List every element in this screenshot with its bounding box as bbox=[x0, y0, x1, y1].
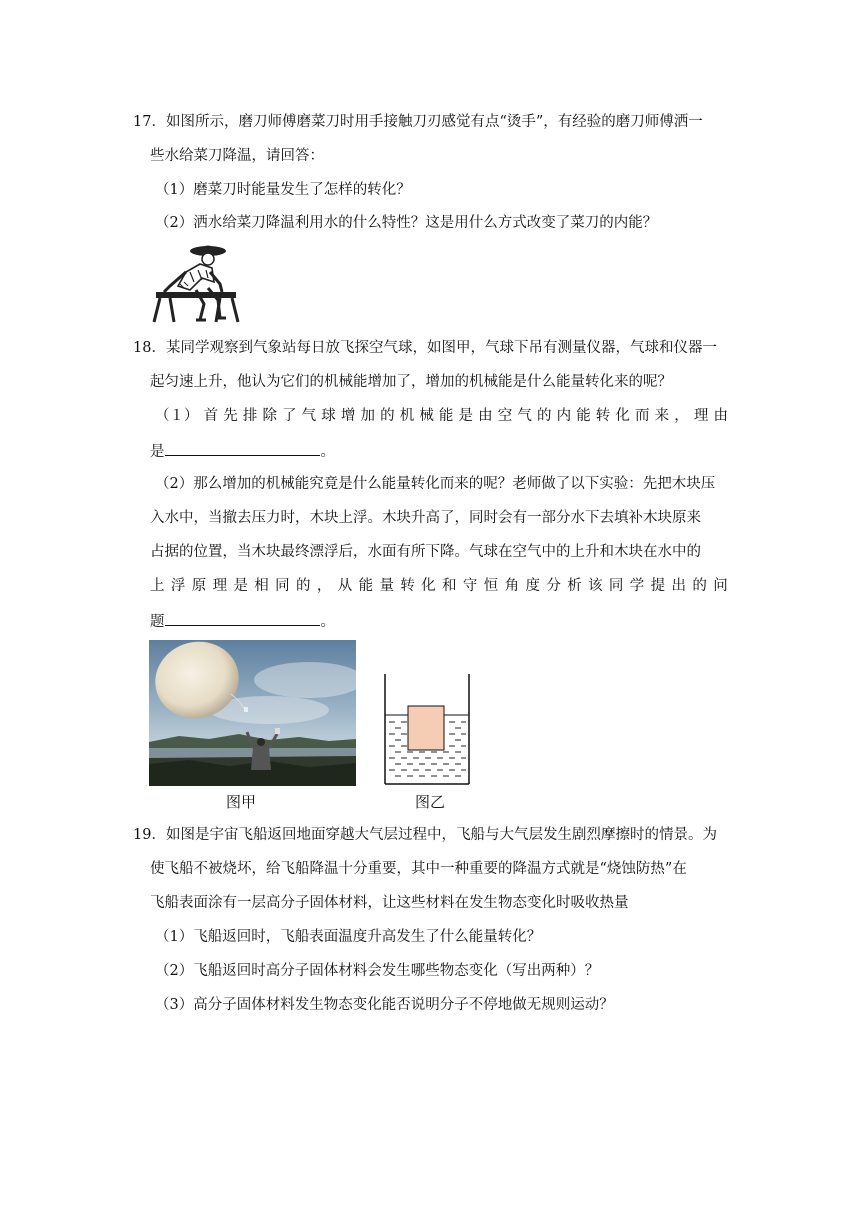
justified-char: 角 bbox=[504, 578, 520, 594]
q19-stem-line3: 飞船表面涂有一层高分子固体材料，让这些材料在发生物态变化时吸收热量 bbox=[150, 895, 629, 911]
justified-char: 气 bbox=[517, 408, 532, 424]
q18-sub2-line3: 占据的位置，当木块最终漂浮后，水面有所下降。气球在空气中的上升和木块在水中的 bbox=[150, 544, 701, 560]
q19-stem-line1: 19．如图是宇宙飞船返回地面穿越大气层过程中，飞船与大气层发生剧烈摩擦时的情景。为 bbox=[133, 827, 717, 843]
q18-answer-blank-1[interactable] bbox=[165, 440, 320, 456]
q19-sub1: （1）飞船返回时，飞船表面温度升高发生了什么能量转化？ bbox=[155, 929, 542, 945]
justified-char: 械 bbox=[419, 408, 434, 424]
justified-char: 化 bbox=[615, 408, 630, 424]
justified-char: 析 bbox=[567, 578, 582, 594]
q18-sub1-text: 是 bbox=[150, 444, 165, 460]
justified-char: 是 bbox=[233, 578, 248, 594]
justified-char: 由 bbox=[713, 408, 728, 424]
justified-char: 增 bbox=[340, 408, 356, 424]
justified-char: 分 bbox=[546, 578, 561, 594]
justified-char: ， bbox=[674, 408, 689, 424]
justified-char: 除 bbox=[262, 408, 277, 424]
knife-grinder-illustration bbox=[150, 242, 242, 326]
justified-char: 机 bbox=[399, 408, 415, 424]
justified-char: 量 bbox=[379, 578, 394, 594]
q18-sub2-period: 。 bbox=[320, 614, 335, 630]
justified-char: ， bbox=[316, 578, 332, 594]
justified-char: 提 bbox=[650, 578, 666, 594]
justified-char: 能 bbox=[576, 408, 591, 424]
justified-char: 同 bbox=[275, 578, 290, 594]
justified-char: 的 bbox=[380, 408, 395, 424]
justified-char: 转 bbox=[400, 578, 415, 594]
figure-a-caption: 图甲 bbox=[226, 793, 257, 811]
q18-sub1-line2 bbox=[150, 440, 335, 462]
q18-sub1-period: 。 bbox=[320, 444, 335, 460]
q18-stem-line1: 18．某同学观察到气象站每日放飞探空气球，如图甲，气球下吊有测量仪器，气球和仪器一 bbox=[133, 340, 717, 356]
justified-char: 相 bbox=[254, 578, 269, 594]
justified-char: 同 bbox=[608, 578, 624, 594]
q18-sub2-line5 bbox=[150, 610, 335, 632]
justified-char: 学 bbox=[629, 578, 645, 594]
q17-stem-line1: 17．如图所示，磨刀师傅磨菜刀时用手接触刀刃感觉有点“烫手”，有经验的磨刀师傅洒一 bbox=[133, 114, 703, 130]
justified-char: 空 bbox=[497, 408, 513, 424]
q18-sub2-line1: （2）那么增加的机械能究竟是什么能量转化而来的呢？老师做了以下实验：先把木块压 bbox=[155, 476, 716, 492]
q19-sub3: （3）高分子固体材料发生物态变化能否说明分子不停地做无规则运动？ bbox=[155, 997, 614, 1013]
justified-char: 气 bbox=[301, 408, 317, 424]
justified-char: 由 bbox=[478, 408, 493, 424]
justified-char: 上 bbox=[150, 578, 165, 594]
justified-char: 问 bbox=[713, 578, 728, 594]
wood-block-in-water-diagram bbox=[383, 674, 473, 786]
justified-char: 加 bbox=[360, 408, 375, 424]
q19-sub2: （2）飞船返回时高分子固体材料会发生哪些物态变化（写出两种）？ bbox=[155, 963, 600, 979]
justified-char: 恒 bbox=[483, 578, 499, 594]
weather-balloon-photo bbox=[149, 640, 356, 786]
justified-char: 理 bbox=[693, 408, 709, 424]
justified-char: 能 bbox=[438, 408, 454, 424]
q18-stem-line2: 起匀速上升，他认为它们的机械能增加了，增加的机械能是什么能量转化来的呢？ bbox=[150, 374, 672, 390]
justified-char: 来 bbox=[654, 408, 670, 424]
justified-char: 内 bbox=[556, 408, 572, 424]
justified-char: 先 bbox=[223, 408, 238, 424]
justified-char: 排 bbox=[242, 408, 258, 424]
figure-b-caption: 图乙 bbox=[415, 793, 446, 811]
justified-char: 球 bbox=[321, 408, 336, 424]
q18-answer-blank-2[interactable] bbox=[165, 610, 320, 626]
q17-sub1: （1）磨菜刀时能量发生了怎样的转化？ bbox=[155, 182, 411, 198]
justified-char: 理 bbox=[212, 578, 228, 594]
justified-char: 首 bbox=[203, 408, 219, 424]
justified-char: 的 bbox=[536, 408, 552, 424]
justified-char: 转 bbox=[595, 408, 611, 424]
q18-sub2-text: 题 bbox=[150, 614, 165, 630]
justified-char: 出 bbox=[671, 578, 686, 594]
justified-char: 该 bbox=[588, 578, 603, 594]
justified-char: 原 bbox=[191, 578, 207, 594]
justified-char: 从 bbox=[337, 578, 353, 594]
q19-stem-line2: 使飞船不被烧坏，给飞船降温十分重要，其中一种重要的降温方式就是“烧蚀防热”在 bbox=[150, 861, 687, 877]
justified-char: 守 bbox=[462, 578, 478, 594]
justified-char: 的 bbox=[692, 578, 707, 594]
justified-char: 是 bbox=[458, 408, 474, 424]
q17-stem-line2: 些水给菜刀降温，请回答： bbox=[150, 148, 324, 164]
justified-char: 了 bbox=[282, 408, 297, 424]
q18-sub2-line4 bbox=[150, 576, 728, 596]
q17-sub2: （2）洒水给菜刀降温利用水的什么特性？这是用什么方式改变了菜刀的内能？ bbox=[155, 215, 658, 231]
justified-char: （１） bbox=[155, 408, 199, 424]
q18-sub2-line2: 入水中，当撤去压力时，木块上浮。木块升高了，同时会有一部分水下去填补木块原来 bbox=[150, 510, 701, 526]
q18-sub1-line1 bbox=[155, 406, 728, 426]
justified-char: 而 bbox=[635, 408, 650, 424]
justified-char: 化 bbox=[421, 578, 436, 594]
justified-char: 能 bbox=[358, 578, 374, 594]
justified-char: 浮 bbox=[170, 578, 186, 594]
justified-char: 度 bbox=[525, 578, 540, 594]
justified-char: 和 bbox=[442, 578, 457, 594]
justified-char: 的 bbox=[296, 578, 311, 594]
